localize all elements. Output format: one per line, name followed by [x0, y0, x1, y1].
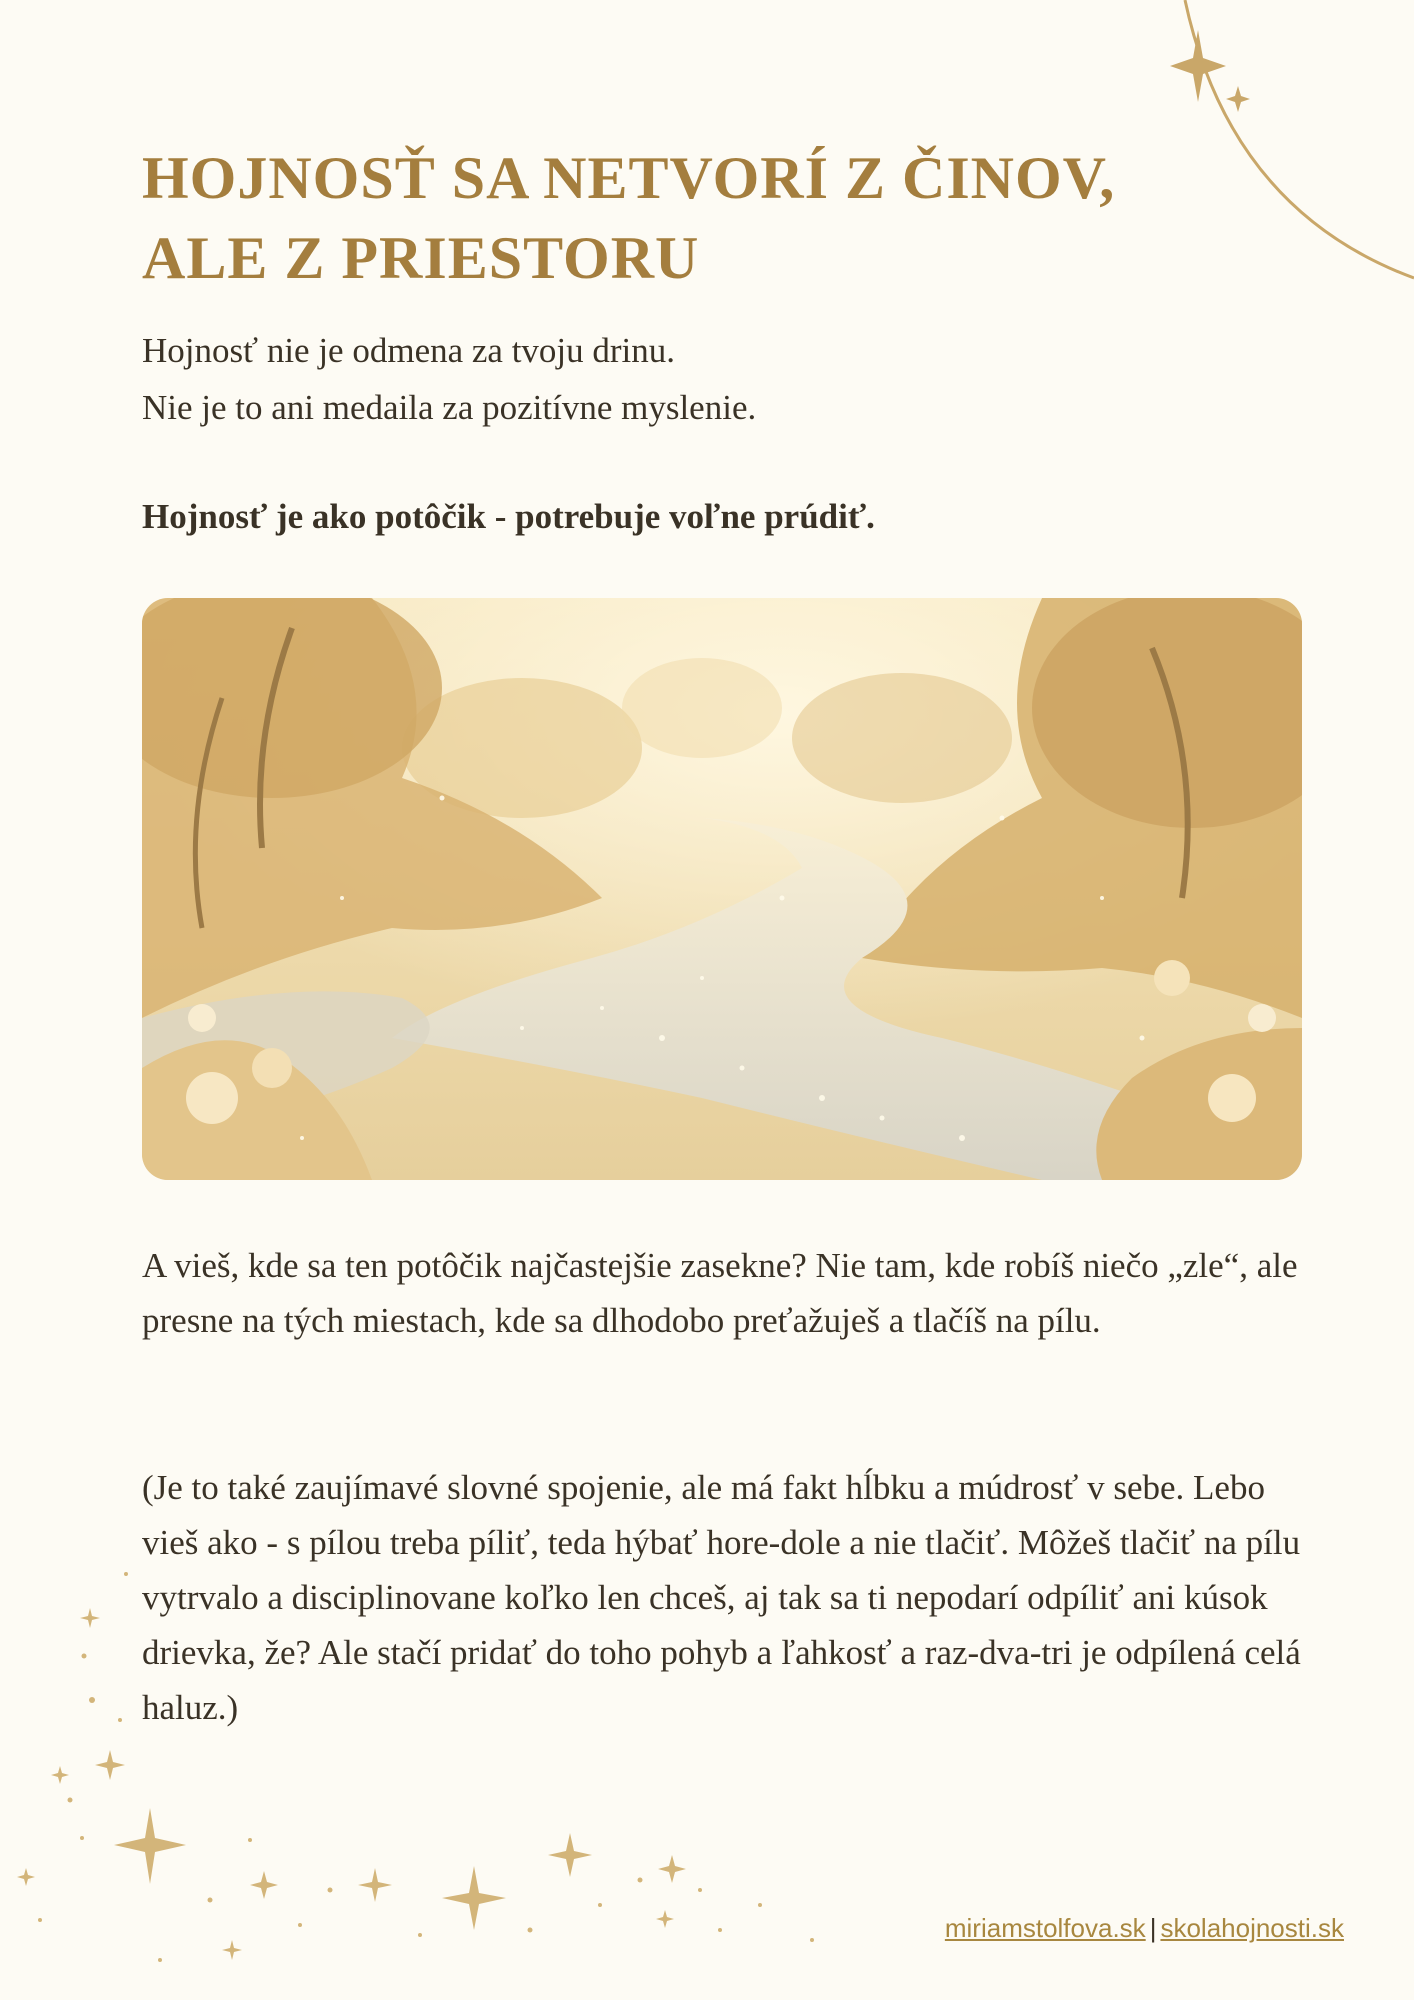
paragraph-1: A vieš, kde sa ten potôčik najčastejšie zasekne? Nie tam, kde robíš niečo „zle“, ale presne na tých miestach, kde sa dlhodobo preťažuješ a tlačíš na pílu. [142, 1246, 1298, 1340]
website-link-skolahojnosti[interactable]: skolahojnosti.sk [1160, 1913, 1344, 1943]
golden-stream-image [142, 598, 1302, 1180]
intro-text [142, 322, 756, 436]
title-line-2: ALE Z PRIESTORU [142, 225, 700, 291]
paragraph-2: (Je to také zaujímavé slovné spojenie, ale má fakt hĺbku a múdrosť v sebe. Lebo vieš ako - s pílou treba píliť, teda hýbať hore-dole a nie tlačiť. Môžeš tlačiť na pílu vytrvalo a disciplinovane koľko len chceš, aj tak sa ti nepodarí odpíliť ani kúsok drievka, že? Ale stačí pridať do toho pohyb a ľahkosť a raz-dva-tri je odpílená celá haluz.) [142, 1468, 1301, 1727]
intro-line-1: Hojnosť nie je odmena za tvoju drinu. [142, 331, 676, 370]
page-title [142, 138, 1115, 298]
intro-line-2: Nie je to ani medaila za pozitívne myslenie. [142, 388, 757, 427]
website-link-miriamstolfova[interactable]: miriamstolfova.sk [944, 1913, 1146, 1943]
footer-separator: | [1149, 1913, 1157, 1943]
title-line-1: HOJNOSŤ SA NETVORÍ Z ČINOV, [142, 145, 1116, 211]
lead-statement: Hojnosť je ako potôčik - potrebuje voľne prúdiť. [142, 497, 875, 536]
stream-illustration [142, 598, 1302, 1180]
footer-links [945, 1913, 1344, 1944]
